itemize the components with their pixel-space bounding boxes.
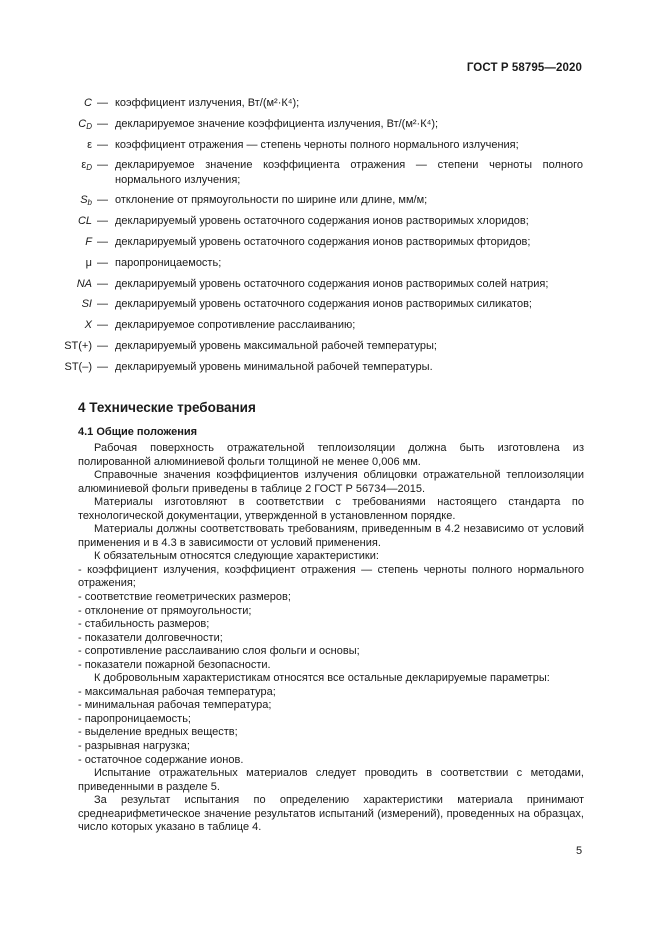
list-item: - показатели долговечности; — [78, 631, 223, 644]
definition-dash: — — [97, 215, 108, 228]
list-item: - показатели пожарной безопасности. — [78, 658, 271, 671]
page-number: 5 — [576, 845, 583, 857]
definition-text: декларируемый уровень остаточного содержания ионов растворимых фторидов; — [115, 235, 531, 248]
definition-symbol: $\varepsilon_D$ — [81, 159, 92, 173]
definition-text: декларируемое значение коэффициента излучения, Вт/(м²·К⁴); — [115, 117, 439, 130]
paragraph: Справочные значения коэффициентов излучения облицовки отражательной теплоизоляции алюминиевой фольги приведены в таблице 2 ГОСТ Р 56734—2015. — [78, 469, 584, 495]
list-item: - отклонение от прямоугольности; — [78, 604, 252, 617]
definition-text: декларируемый уровень остаточного содержания ионов растворимых хлоридов; — [115, 215, 529, 228]
definition-row — [0, 277, 661, 298]
paragraph: За результат испытания по определению характеристики материала принимают среднеарифметическое значение результатов испытаний (измерений), проведенных на образцах, число которых указано в таблице 4. — [78, 794, 584, 834]
subsection-title: 4.1 Общие положения — [78, 426, 198, 438]
definition-dash: — — [97, 256, 108, 269]
definition-text: паропроницаемость; — [115, 256, 222, 269]
definition-symbol: CL — [77, 215, 92, 228]
definitions-list — [0, 96, 661, 381]
definition-dash: — — [97, 194, 108, 207]
definition-symbol: μ — [85, 256, 92, 269]
paragraph: Материалы изготовляют в соответствии с требованиями настоящего стандарта по технологической документации, утвержденной в установленном порядке. — [78, 496, 584, 522]
definition-dash: — — [97, 117, 108, 130]
definition-symbol: ST(–) — [64, 360, 92, 373]
paragraph: Рабочая поверхность отражательной теплоизоляции должна быть изготовлена из полированной алюминиевой фольги толщиной не менее 0,006 мм. — [78, 442, 584, 468]
definition-row — [0, 235, 661, 256]
definition-symbol: $C_D$ — [78, 117, 92, 131]
definition-dash: — — [97, 97, 108, 109]
list-item: - выделение вредных веществ; — [78, 726, 238, 739]
definition-symbol: X — [84, 319, 92, 332]
definition-text: коэффициент отражения — степень черноты полного нормального излучения; — [115, 138, 519, 151]
list-item: - соответствие геометрических размеров; — [78, 591, 291, 604]
list-item: - минимальная рабочая температура; — [78, 699, 272, 712]
definition-dash: — — [97, 360, 108, 373]
paragraph: К обязательным относятся следующие характеристики: — [94, 550, 379, 563]
definition-text: декларируемое значение коэффициента отражения — степени черноты полного нормального излучения; — [115, 159, 583, 186]
definition-symbol: F — [85, 235, 92, 248]
definition-dash: — — [97, 235, 108, 248]
definition-text: декларируемый уровень остаточного содержания ионов растворимых солей натрия; — [115, 277, 549, 290]
list-item: - сопротивление расслаиванию слоя фольги и основы; — [78, 645, 360, 658]
list-item: - стабильность размеров; — [78, 618, 210, 631]
list-item: - паропроницаемость; — [78, 712, 191, 725]
definition-dash: — — [97, 319, 108, 332]
definition-row — [0, 117, 661, 138]
definition-dash: — — [97, 298, 108, 311]
definition-text: декларируемое сопротивление расслаиванию; — [115, 319, 356, 332]
paragraph: Испытание отражательных материалов следует проводить в соответствии с методами, приведенными в разделе 5. — [78, 767, 584, 793]
definition-dash: — — [97, 159, 108, 172]
definition-dash: — — [97, 277, 108, 290]
list-item: - коэффициент излучения, коэффициент отражения — степень черноты полного нормального отражения; — [78, 563, 584, 590]
definition-symbol: ε — [87, 138, 92, 151]
definition-symbol: NA — [76, 277, 92, 290]
definition-symbol: ST(+) — [64, 339, 92, 352]
definition-row — [0, 297, 661, 318]
definition-symbol: C — [84, 97, 92, 109]
section-body — [78, 442, 584, 835]
standard-number: ГОСТ Р 58795—2020 — [466, 62, 582, 74]
definition-row — [0, 318, 661, 339]
definition-row — [0, 339, 661, 360]
list-item: - максимальная рабочая температура; — [78, 685, 276, 698]
section-title: 4 Технические требования — [78, 400, 256, 415]
definition-row — [0, 256, 661, 277]
definition-row — [0, 214, 661, 235]
definition-symbol: $S_b$ — [80, 194, 92, 208]
definition-dash: — — [97, 138, 108, 151]
definition-row — [0, 96, 661, 117]
definition-dash: — — [97, 339, 108, 352]
definition-text: декларируемый уровень максимальной рабочей температуры; — [115, 339, 437, 352]
definition-row — [0, 158, 661, 193]
definition-symbol: SI — [81, 298, 92, 311]
paragraph: К добровольным характеристикам относятся все остальные декларируемые параметры: — [94, 672, 550, 685]
definition-text: декларируемый уровень остаточного содержания ионов растворимых силикатов; — [115, 298, 532, 311]
definition-text: коэффициент излучения, Вт/(м²·К⁴); — [115, 97, 300, 109]
definition-row — [0, 360, 661, 381]
definition-row — [0, 138, 661, 159]
paragraph: Материалы должны соответствовать требованиям, приведенным в 4.2 независимо от условий применения и в 4.3 в зависимости от условий применения. — [78, 523, 584, 549]
list-item: - разрывная нагрузка; — [78, 740, 190, 753]
definition-row — [0, 193, 661, 214]
definition-text: декларируемый уровень минимальной рабочей температуры. — [115, 360, 433, 373]
list-item: - остаточное содержание ионов. — [78, 753, 244, 766]
definition-text: отклонение от прямоугольности по ширине или длине, мм/м; — [115, 194, 428, 207]
